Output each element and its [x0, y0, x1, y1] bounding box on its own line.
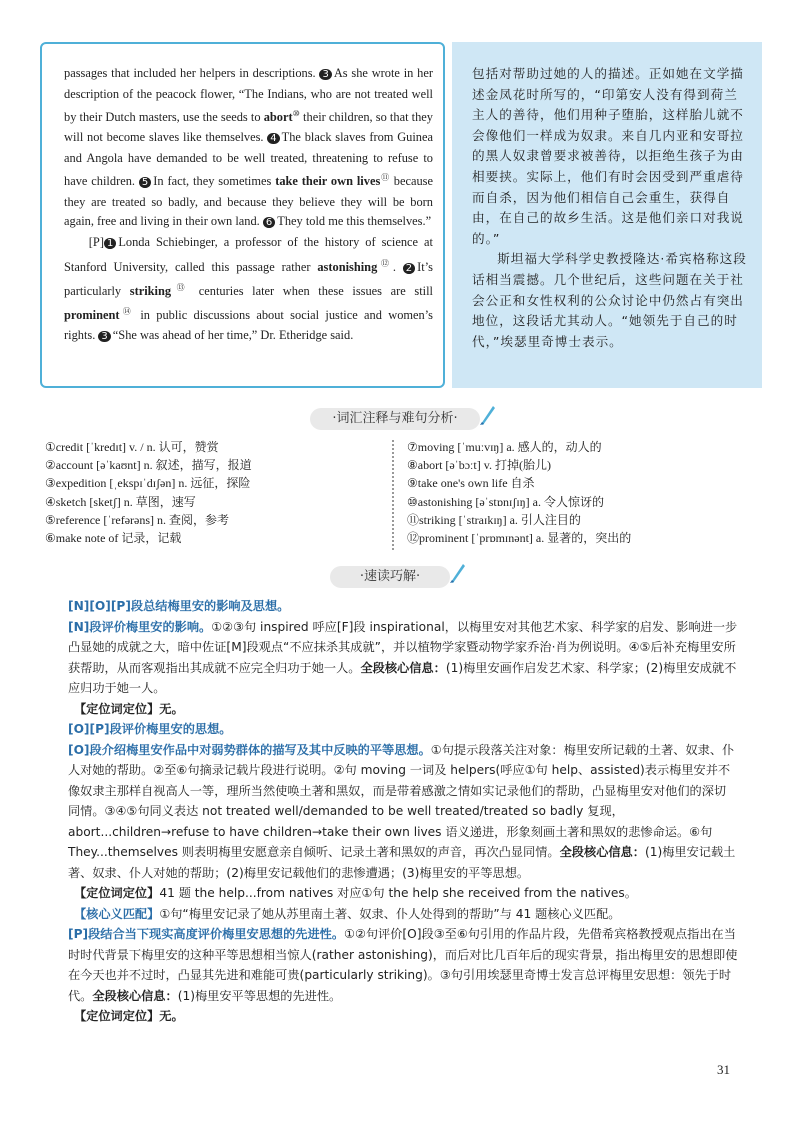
vocab-item: ⑦moving [ˈmuːvɪŋ] a. 感人的，动人的 [407, 440, 602, 454]
analysis-section [68, 596, 738, 1027]
vocab-item: ⑤reference [ˈrefərəns] n. 查阅，参考 [45, 512, 230, 527]
vocab-column-right [407, 438, 737, 547]
chinese-paragraph-1: 包括对帮助过她的人的描述。正如她在文学描述金凤花时所写的，“印第安人没有得到荷兰主人的善待，他们用种子堕胎，这样胎儿就不会像他们一样成为奴隶。来自几内亚和安哥拉的黑人奴隶曾要求被善待，以拒绝生孩子为由相要挟。实际上，他们有时会因受到严重虐待而自杀，因为他们相信自己会重生，获得自由，在自己的故乡生活。这是他们亲口对我说的。” [472, 66, 744, 246]
vocab-item: ⑥make note of 记录，记载 [45, 531, 182, 546]
pen-icon [478, 402, 496, 426]
vocab-item: ⑨take one's own life 自杀 [407, 476, 535, 491]
vocab-item: ③expedition [ˌekspɪˈdɪʃən] n. 远征，探险 [45, 476, 251, 491]
vocab-item: ④sketch [sketʃ] n. 草图，速写 [45, 494, 196, 509]
locator-note: 【定位词定位】无。 [74, 1009, 184, 1023]
analysis-paragraph: [P]段结合当下现实高度评价梅里安思想的先进性。①②句评价[O]段③至⑥句引用的作品片段，先借希宾格教授观点指出在当时时代背景下梅里安的这种平等思想相当惊人(rather astonishing)，而后对比几百年后的现实背景，指出梅里安的思想即使在今天也并不过时，凸显其先进和难能可贵(particularly striking)。③句引用埃瑟里奇博士发言总评梅里安思想：领先于时代。全段核心信息：(1)梅里安平等思想的先进性。 [68, 927, 738, 1003]
analysis-heading: [O][P]段评价梅里安的思想。 [68, 722, 232, 736]
vocab-column-left [45, 438, 375, 547]
vocab-item: ①credit [ˈkredɪt] v. / n. 认可，赞赏 [45, 440, 219, 454]
reading-section-header [330, 566, 450, 588]
vocab-divider [392, 440, 402, 550]
vocab-item: ⑫prominent [ˈprɒmɪnənt] a. 显著的，突出的 [407, 531, 632, 546]
chinese-translation [452, 42, 762, 388]
analysis-paragraph: [O]段介绍梅里安作品中对弱势群体的描写及其中反映的平等思想。①句提示段落关注对象：梅里安所记载的土著、奴隶、仆人对她的帮助。②至⑥句摘录记载片段进行说明。②句 moving 一词及 helpers(呼应①句 help、assisted)表示梅里安并不像奴隶主那样自视高人一等，理所当然使唤土著和黑奴，而是带着感激之情如实记录他们的帮助，凸显梅里安对他们的深切同情。③④⑤句同义表达 not treated well/demanded to be well treated/treated so badly 复现，abort...children→refuse to have children→take their own lives 语义递进，形象刻画土著和黑奴的悲惨命运。⑥句 They...themselves 则表明梅里安愿意亲自倾听、记录土著和黑奴的声音，再次凸显同情。全段核心信息：(1)梅里安记载土著、奴隶、仆人对她的帮助；(2)梅里安记载他们的悲惨遭遇；(3)梅里安的平等思想。 [68, 742, 736, 880]
core-match-note: 【核心义匹配】①句“梅里安记录了她从苏里南土著、奴隶、仆人处得到的帮助”与 41 题核心义匹配。 [74, 906, 621, 921]
analysis-paragraph: [N]段评价梅里安的影响。①②③句 inspired 呼应[F]段 inspirational，以梅里安对其他艺术家、科学家的启发、影响进一步凸显她的成就之大，暗中佐证[M]段观点“不应抹杀其成就”，并以植物学家暨动物学家乔治·肖为例说明。④⑤后补充梅里安所获帮助，从而客观指出其成就不应完全归功于她一人。全段核心信息：(1)梅里安画作启发艺术家、科学家；(2)梅里安成就不应归功于她一人。 [68, 619, 738, 695]
vocab-item: ⑩astonishing [əˈstɒnɪʃɪŋ] a. 令人惊讶的 [407, 494, 604, 509]
english-passage [40, 42, 445, 388]
vocab-section-header [310, 408, 480, 430]
chinese-paragraph-2: 斯坦福大学科学史教授隆达·希宾格称这段话相当震撼。几个世纪后，这些问题在关于社会公正和女性权利的公众讨论中仍然占有突出地位，这段话尤其动人。“她领先于自己的时代，”埃瑟里奇博士表示。 [472, 251, 747, 349]
vocab-list [45, 438, 725, 558]
vocab-item: ②account [əˈkaʊnt] n. 叙述，描写，报道 [45, 458, 252, 473]
pen-icon [448, 560, 466, 584]
page-number: 31 [717, 1062, 730, 1077]
locator-note: 【定位词定位】无。 [74, 701, 184, 716]
vocab-item: ⑧abort [əˈbɔːt] v. 打掉(胎儿) [407, 458, 551, 473]
english-paragraph-2: [P] 1 Londa Schiebinger, a professor of the history of science at Stanford University, called this passage rather astonishing⑫. 2 It’s particularly striking⑬ centuries later when these issues are still prominent⑭ in public discussions about social justice and women’s rights. 3 “She was ahead of her time,” Dr. Etheridge said. [64, 235, 434, 342]
vocab-section-title: ·词汇注释与难句分析· [332, 411, 458, 426]
vocab-item: ⑪striking [ˈstraɪkɪŋ] a. 引人注目的 [407, 512, 581, 527]
analysis-heading: [N][O][P]段总结梅里安的影响及思想。 [68, 599, 290, 613]
reading-section-title: ·速读巧解· [359, 569, 421, 584]
english-paragraph-1: passages that included her helpers in descriptions. 3 As she wrote in her description of the peacock flower, “The Indians, who are not treated well by their Dutch masters, use the seeds to abort⑩ their children, so that they will not become slaves like themselves. 4 The black slaves from Guinea and Angola have demanded to be well treated, threatening to refuse to have children. 5 In fact, they sometimes take their own lives⑪ because they are treated so badly, and because they believe they will be born again, free and living in their own land. 6 They told me this themselves.” [64, 66, 434, 229]
locator-note: 【定位词定位】41 题 the help...from natives 对应①句 the help she received from the natives。 [74, 886, 637, 900]
passage-box [40, 42, 762, 390]
